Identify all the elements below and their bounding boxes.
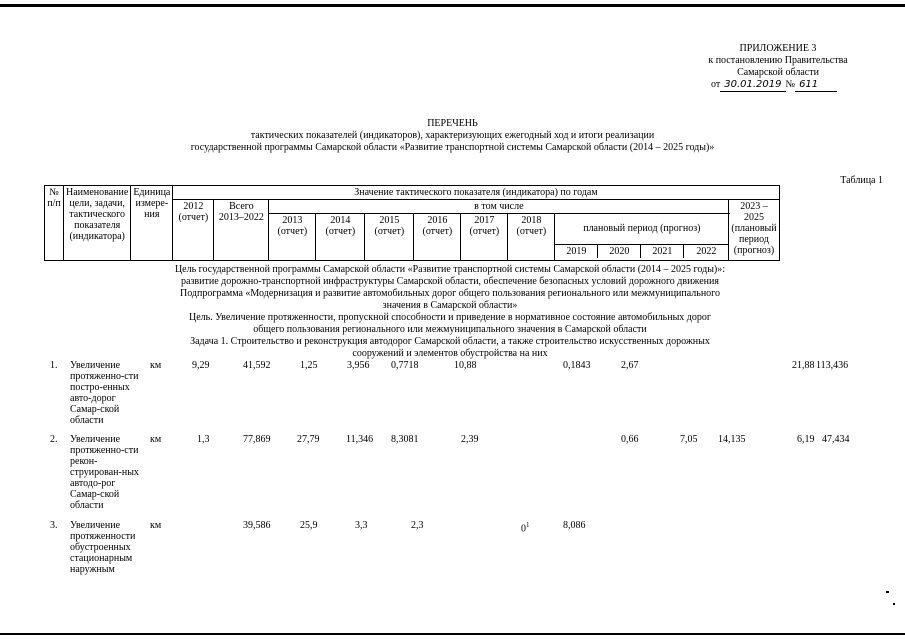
cell-2015: 8,3081 bbox=[391, 434, 419, 445]
col-unit-header: Единица измере-ния bbox=[131, 186, 173, 261]
planned-period-block bbox=[555, 214, 729, 261]
appendix-block bbox=[693, 43, 863, 92]
cell-2016: 10,88 bbox=[454, 360, 477, 371]
cell-2023-2025: 113,436 bbox=[816, 360, 849, 371]
cell-2014: 3,3 bbox=[355, 520, 368, 531]
task-line-2: сооружений и элементов обустройства на них bbox=[352, 348, 548, 359]
date-handwritten: 30.01.2019 bbox=[720, 79, 785, 92]
footnote-mark: 1 bbox=[526, 521, 530, 529]
cell-2015: 0,7718 bbox=[391, 360, 419, 371]
document-subtitle-1: тактических показателей (индикаторов), характеризующих ежегодный ход и итоги реализации bbox=[250, 130, 655, 141]
cell-2012: 1,3 bbox=[197, 434, 210, 445]
col-num-header: № п/п bbox=[45, 186, 64, 261]
col-2020-header: 2020 bbox=[598, 245, 641, 259]
cell-2020: 7,05 bbox=[680, 434, 698, 445]
cell-total: 41,592 bbox=[243, 360, 271, 371]
cell-2018: 0,1843 bbox=[563, 360, 591, 371]
table-row bbox=[0, 360, 905, 432]
row-unit: км bbox=[150, 360, 162, 371]
row-name: Увеличение протяженно-сти рекон-струирован-ных автодо-рог Самар-ской области bbox=[70, 434, 139, 511]
planned-years-subtable bbox=[555, 244, 728, 258]
indicators-table-header bbox=[44, 185, 780, 261]
cell-2014: 3,956 bbox=[347, 360, 370, 371]
cell-2018: 8,086 bbox=[563, 520, 586, 531]
cell-2019: 0,66 bbox=[621, 434, 639, 445]
aim-line-2: общего пользования регионального или межмуниципального значения в Самарской области bbox=[253, 324, 647, 335]
table-label: Таблица 1 bbox=[840, 175, 883, 186]
col-values-group-header: Значение тактического показателя (индикатора) по годам bbox=[173, 186, 779, 200]
cell-2015: 2,3 bbox=[411, 520, 424, 531]
col-2015-header: 2015 (отчет) bbox=[365, 214, 414, 261]
cell-2023-2025: 47,434 bbox=[822, 434, 850, 445]
row-unit: км bbox=[150, 434, 162, 445]
col-2014-header: 2014 (отчет) bbox=[316, 214, 365, 261]
document-header bbox=[0, 118, 905, 154]
appendix-line-1: к постановлению Правительства bbox=[708, 55, 848, 66]
row-unit: км bbox=[150, 520, 162, 531]
goal-line-2: развитие дорожно-транспортной инфраструктуры Самарской области, обеспечение безопасных условий дорожного движения bbox=[181, 276, 719, 287]
col-total-header: Всего 2013–2022 bbox=[214, 200, 269, 261]
cell-2017 bbox=[521, 520, 530, 534]
col-2018-header: 2018 (отчет) bbox=[508, 214, 555, 261]
col-2021-header: 2021 bbox=[641, 245, 684, 259]
cell-2013: 27,79 bbox=[297, 434, 320, 445]
row-num: 2. bbox=[50, 434, 58, 445]
col-2012-header: 2012 (отчет) bbox=[173, 200, 214, 261]
row-name: Увеличение протяженно-сти постро-енных авто-дорог Самар-ской области bbox=[70, 360, 139, 426]
appendix-line-2: Самарской области bbox=[737, 67, 819, 78]
cell-2013: 25,9 bbox=[300, 520, 318, 531]
number-prefix: № bbox=[785, 79, 796, 90]
goal-line-1: Цель государственной программы Самарской области «Развитие транспортной системы Самарской области (2014 – 2025 годы)»: bbox=[174, 264, 726, 275]
number-handwritten: 611 bbox=[795, 79, 837, 92]
col-2016-header: 2016 (отчет) bbox=[414, 214, 461, 261]
scan-speck bbox=[886, 591, 889, 593]
row-name: Увеличение протяженности обустроенных стационарным наружным bbox=[70, 520, 136, 575]
cell-total: 39,586 bbox=[243, 520, 271, 531]
appendix-title: ПРИЛОЖЕНИЕ 3 bbox=[739, 43, 817, 54]
subprogram-line-1: Подпрограмма «Модернизация и развитие автомобильных дорог общего пользования регионального или межмуниципального bbox=[179, 288, 721, 299]
cell-total: 77,869 bbox=[243, 434, 271, 445]
subprogram-line-2: значения в Самарской области» bbox=[382, 300, 518, 311]
cell-2021: 14,135 bbox=[718, 434, 746, 445]
section-headings bbox=[140, 264, 760, 360]
top-border-line bbox=[0, 4, 905, 7]
cell-2022: 21,88 bbox=[792, 360, 815, 371]
cell-2016: 2,39 bbox=[461, 434, 479, 445]
cell-2014: 11,346 bbox=[346, 434, 374, 445]
aim-line-1: Цель. Увеличение протяженности, пропускной способности и приведение в нормативное состояние автомобильных дорог bbox=[189, 312, 711, 323]
cell-2012: 9,29 bbox=[192, 360, 210, 371]
document-title: ПЕРЕЧЕНЬ bbox=[427, 118, 478, 129]
col-2017-header: 2017 (отчет) bbox=[461, 214, 508, 261]
table-row bbox=[0, 434, 905, 518]
cell-2022: 6,19 bbox=[797, 434, 815, 445]
table-row bbox=[0, 520, 905, 584]
row-num: 3. bbox=[50, 520, 58, 531]
col-planned-header: плановый период (прогноз) bbox=[583, 223, 701, 234]
col-2022-header: 2022 bbox=[684, 245, 729, 259]
cell-2019: 2,67 bbox=[621, 360, 639, 371]
col-2013-header: 2013 (отчет) bbox=[269, 214, 316, 261]
date-prefix: от bbox=[711, 79, 721, 90]
cell-2017-value: 0 bbox=[521, 523, 526, 535]
appendix-date-line bbox=[693, 79, 863, 92]
col-2023-header: 2023 – 2025 (плановый период (прогноз) bbox=[729, 200, 779, 261]
col-including-header: в том числе bbox=[269, 200, 729, 214]
cell-2013: 1,25 bbox=[300, 360, 318, 371]
bottom-border-line bbox=[0, 633, 905, 635]
row-num: 1. bbox=[50, 360, 58, 371]
scan-speck bbox=[893, 603, 895, 605]
indicators-table-body bbox=[0, 360, 905, 580]
col-2019-header: 2019 bbox=[555, 245, 598, 259]
task-line-1: Задача 1. Строительство и реконструкция автодорог Самарской области, а также строительство искусственных дорожных bbox=[190, 336, 710, 347]
col-name-header: Наименование цели, задачи, тактического показателя (индикатора) bbox=[64, 186, 131, 261]
document-subtitle-2: государственной программы Самарской области «Развитие транспортной системы Самарской области (2014 – 2025 годы)» bbox=[190, 142, 715, 153]
